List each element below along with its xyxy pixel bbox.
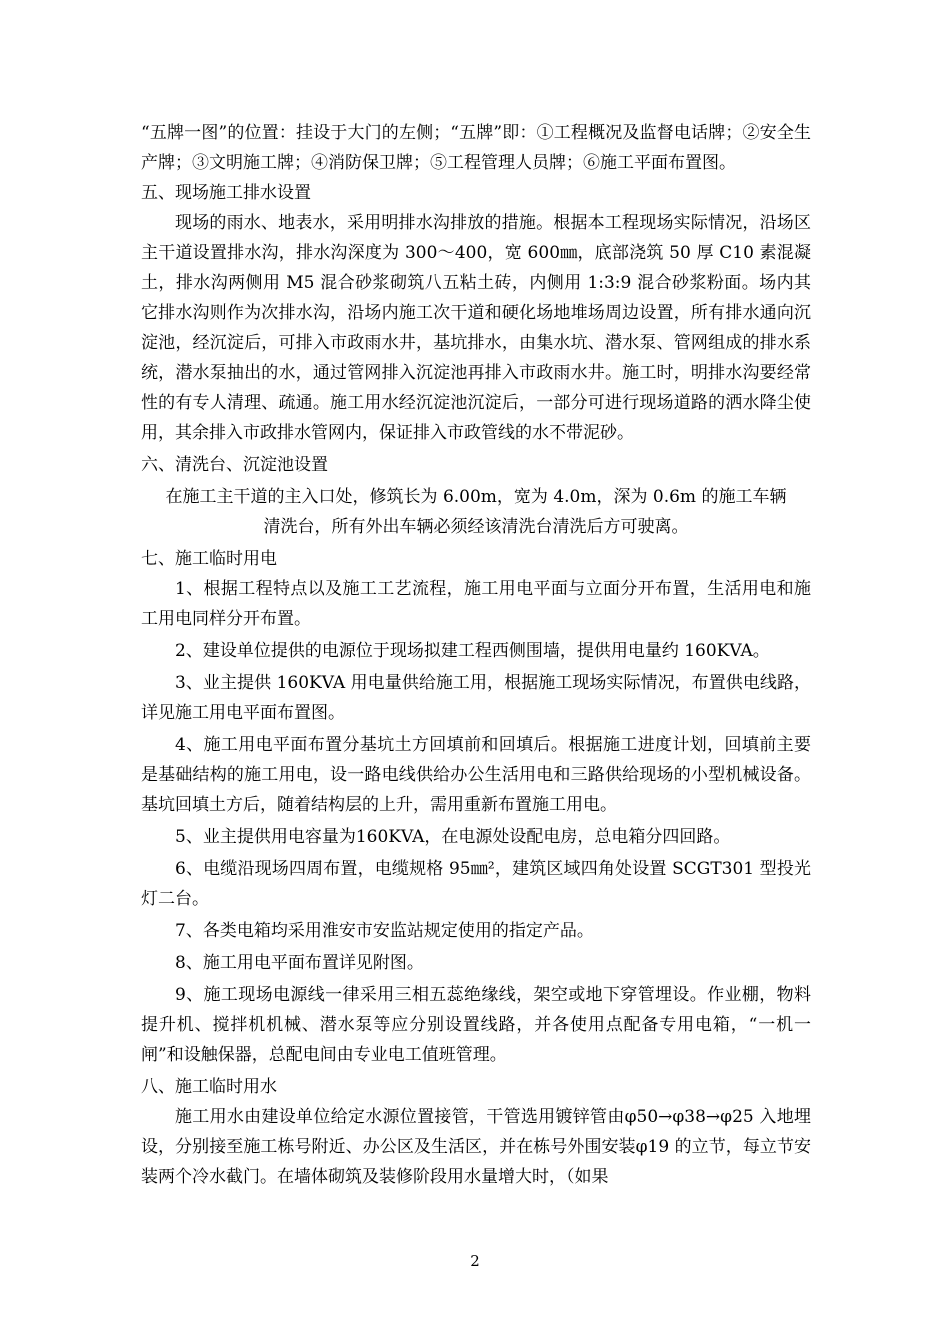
paragraph-wash-station-line1: 在施工主干道的主入口处，修筑长为 6.00m，宽为 4.0m，深为 0.6m 的施工车辆	[165, 487, 787, 507]
paragraph-wash-station-line2: 清洗台，所有外出车辆必须经该清洗台清洗后方可驶离。	[263, 517, 689, 537]
heading-temp-power: 七、施工临时用电	[141, 549, 277, 569]
heading-wash-station: 六、清洗台、沉淀池设置	[141, 455, 328, 475]
power-item-1: 1、根据工程特点以及施工工艺流程，施工用电平面与立面分开布置，生活用电和施工用电同样分开布置。	[141, 579, 811, 629]
power-item-8: 8、施工用电平面布置详见附图。	[175, 953, 424, 973]
power-item-9: 9、施工现场电源线一律采用三相五蕊绝缘线，架空或地下穿管埋设。作业棚，物料提升机、搅拌机机械、潜水泵等应分别设置线路，并各使用点配备专用电箱，“一机一闸”和设触保器，总配电间由专业电工值班管理。	[141, 985, 811, 1065]
heading-temp-water: 八、施工临时用水	[141, 1077, 277, 1097]
power-item-6: 6、电缆沿现场四周布置，电缆规格 95㎜²，建筑区域四角处设置 SCGT301 型投光灯二台。	[141, 859, 811, 909]
paragraph-five-signs: “五牌一图”的位置：挂设于大门的左侧；“五牌”即：①工程概况及监督电话牌；②安全生产牌；③文明施工牌；④消防保卫牌；⑤工程管理人员牌；⑥施工平面布置图。	[141, 123, 811, 173]
power-item-3: 3、业主提供 160KVA 用电量供给施工用，根据施工现场实际情况，布置供电线路，详见施工用电平面布置图。	[141, 673, 811, 723]
power-item-2: 2、建设单位提供的电源位于现场拟建工程西侧围墙，提供用电量约 160KVA。	[175, 641, 770, 661]
power-item-5: 5、业主提供用电容量为160KVA，在电源处设配电房，总电箱分四回路。	[175, 827, 731, 847]
power-item-4: 4、施工用电平面布置分基坑土方回填前和回填后。根据施工进度计划，回填前主要是基础结构的施工用电，设一路电线供给办公生活用电和三路供给现场的小型机械设备。基坑回填土方后，随着结构层的上升，需用重新布置施工用电。	[141, 735, 811, 815]
power-item-7: 7、各类电箱均采用淮安市安监站规定使用的指定产品。	[175, 921, 594, 941]
body-text	[141, 118, 811, 1192]
page-number: 2	[470, 1252, 480, 1270]
paragraph-drainage: 现场的雨水、地表水，采用明排水沟排放的措施。根据本工程现场实际情况，沿场区主干道设置排水沟，排水沟深度为 300～400，宽 600㎜，底部浇筑 50 厚 C10 素混凝土，排水沟两侧用 M5 混合砂浆砌筑八五粘土砖，内侧用 1:3:9 混合砂浆粉面。场内其它排水沟则作为次排水沟，沿场内施工次干道和硬化场地堆场周边设置，所有排水通向沉淀池，经沉淀后，可排入市政雨水井，基坑排水，由集水坑、潜水泵、管网组成的排水系统，潜水泵抽出的水，通过管网排入沉淀池再排入市政雨水井。施工时，明排水沟要经常性的有专人清理、疏通。施工用水经沉淀池沉淀后，一部分可进行现场道路的洒水降尘使用，其余排入市政排水管网内，保证排入市政管线的水不带泥砂。	[141, 213, 811, 443]
heading-drainage: 五、现场施工排水设置	[141, 183, 311, 203]
paragraph-temp-water: 施工用水由建设单位给定水源位置接管，干管选用镀锌管由φ50→φ38→φ25 入地埋设，分别接至施工栋号附近、办公区及生活区，并在栋号外围安装φ19 的立节，每立节安装两个冷水截门。在墙体砌筑及装修阶段用水量增大时，（如果	[141, 1107, 811, 1187]
